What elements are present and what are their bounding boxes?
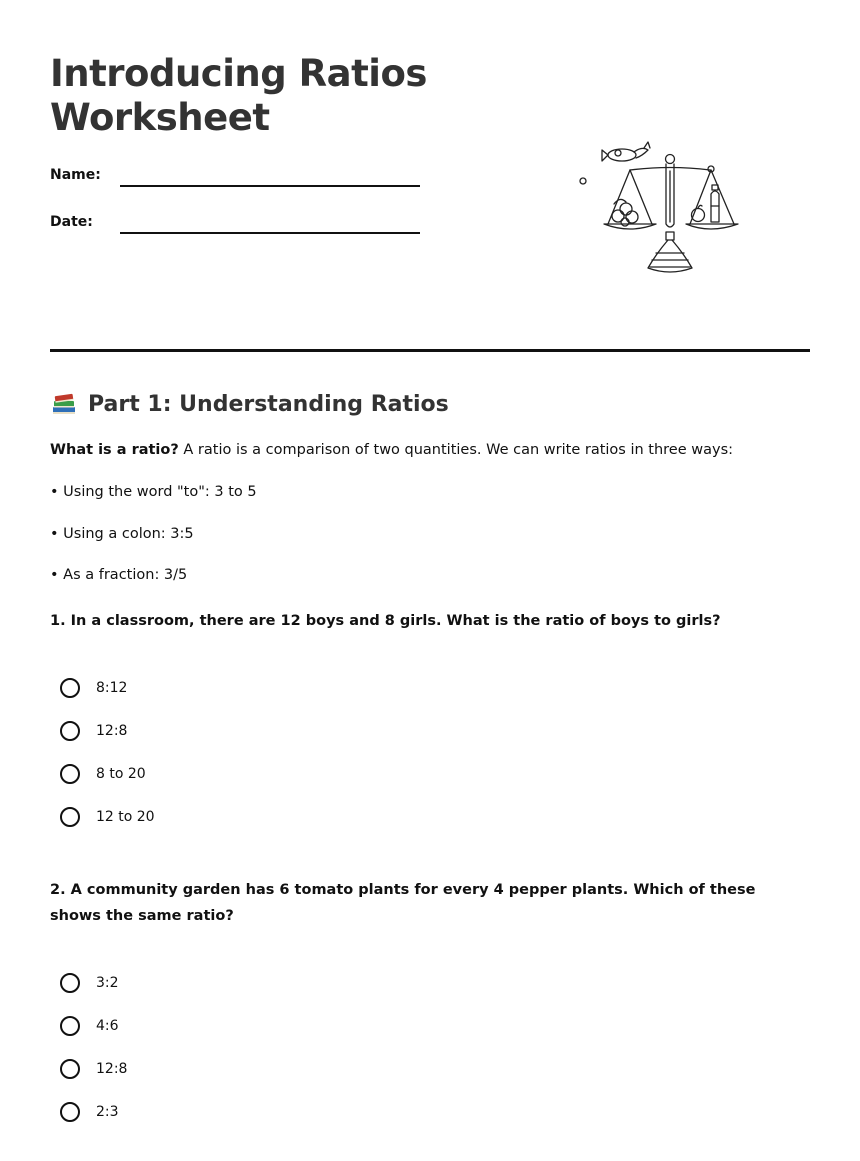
- option-label: 8:12: [96, 680, 128, 696]
- name-line[interactable]: [120, 185, 420, 187]
- option-label: 3:2: [96, 975, 119, 991]
- option-label: 2:3: [96, 1104, 119, 1120]
- radio-button[interactable]: [60, 678, 80, 698]
- title-line-1: Introducing Ratios: [50, 52, 427, 95]
- radio-button[interactable]: [60, 764, 80, 784]
- header-divider: [50, 349, 810, 352]
- date-field-row: [50, 212, 470, 242]
- radio-button[interactable]: [60, 1102, 80, 1122]
- worksheet-page: [50, 0, 810, 1161]
- option-label: 4:6: [96, 1018, 119, 1034]
- part1-heading: [50, 388, 449, 420]
- option-label: 8 to 20: [96, 766, 146, 782]
- question-2-option-4[interactable]: [60, 1099, 119, 1125]
- question-2: 2. A community garden has 6 tomato plants for every 4 pepper plants. Which of these shows the same ratio?: [50, 882, 756, 924]
- ratio-definition-bold: What is a ratio?: [50, 442, 179, 458]
- question-1-option-1[interactable]: [60, 675, 127, 701]
- bullet-item: • As a fraction: 3/5: [50, 567, 188, 583]
- question-1-option-4[interactable]: [60, 804, 155, 830]
- page-title: [50, 52, 470, 140]
- option-label: 12:8: [96, 1061, 128, 1077]
- books-icon: [50, 390, 78, 418]
- option-label: 12 to 20: [96, 809, 155, 825]
- question-1-option-3[interactable]: [60, 761, 146, 787]
- radio-button[interactable]: [60, 807, 80, 827]
- name-label: Name:: [50, 167, 101, 183]
- question-1-option-2[interactable]: [60, 718, 127, 744]
- radio-button[interactable]: [60, 721, 80, 741]
- option-label: 12:8: [96, 723, 128, 739]
- radio-button[interactable]: [60, 1059, 80, 1079]
- ratio-definition: [50, 440, 810, 460]
- radio-button[interactable]: [60, 1016, 80, 1036]
- date-label: Date:: [50, 214, 93, 230]
- question-2-option-2[interactable]: [60, 1013, 119, 1039]
- ratio-definition-text: A ratio is a comparison of two quantities. We can write ratios in three ways:: [178, 442, 734, 458]
- bullet-item: • Using a colon: 3:5: [50, 526, 194, 542]
- radio-button[interactable]: [60, 973, 80, 993]
- question-2-option-1[interactable]: [60, 970, 119, 996]
- question-2-option-3[interactable]: [60, 1056, 127, 1082]
- name-field-row: [50, 165, 470, 195]
- part1-heading-text: Part 1: Understanding Ratios: [88, 391, 449, 417]
- date-line[interactable]: [120, 232, 420, 234]
- title-line-2: Worksheet: [50, 96, 270, 139]
- question-1: 1. In a classroom, there are 12 boys and 8 girls. What is the ratio of boys to girls?: [50, 613, 721, 629]
- bullet-item: • Using the word "to": 3 to 5: [50, 484, 257, 500]
- balance-scale-with-fruit-icon: [570, 136, 770, 281]
